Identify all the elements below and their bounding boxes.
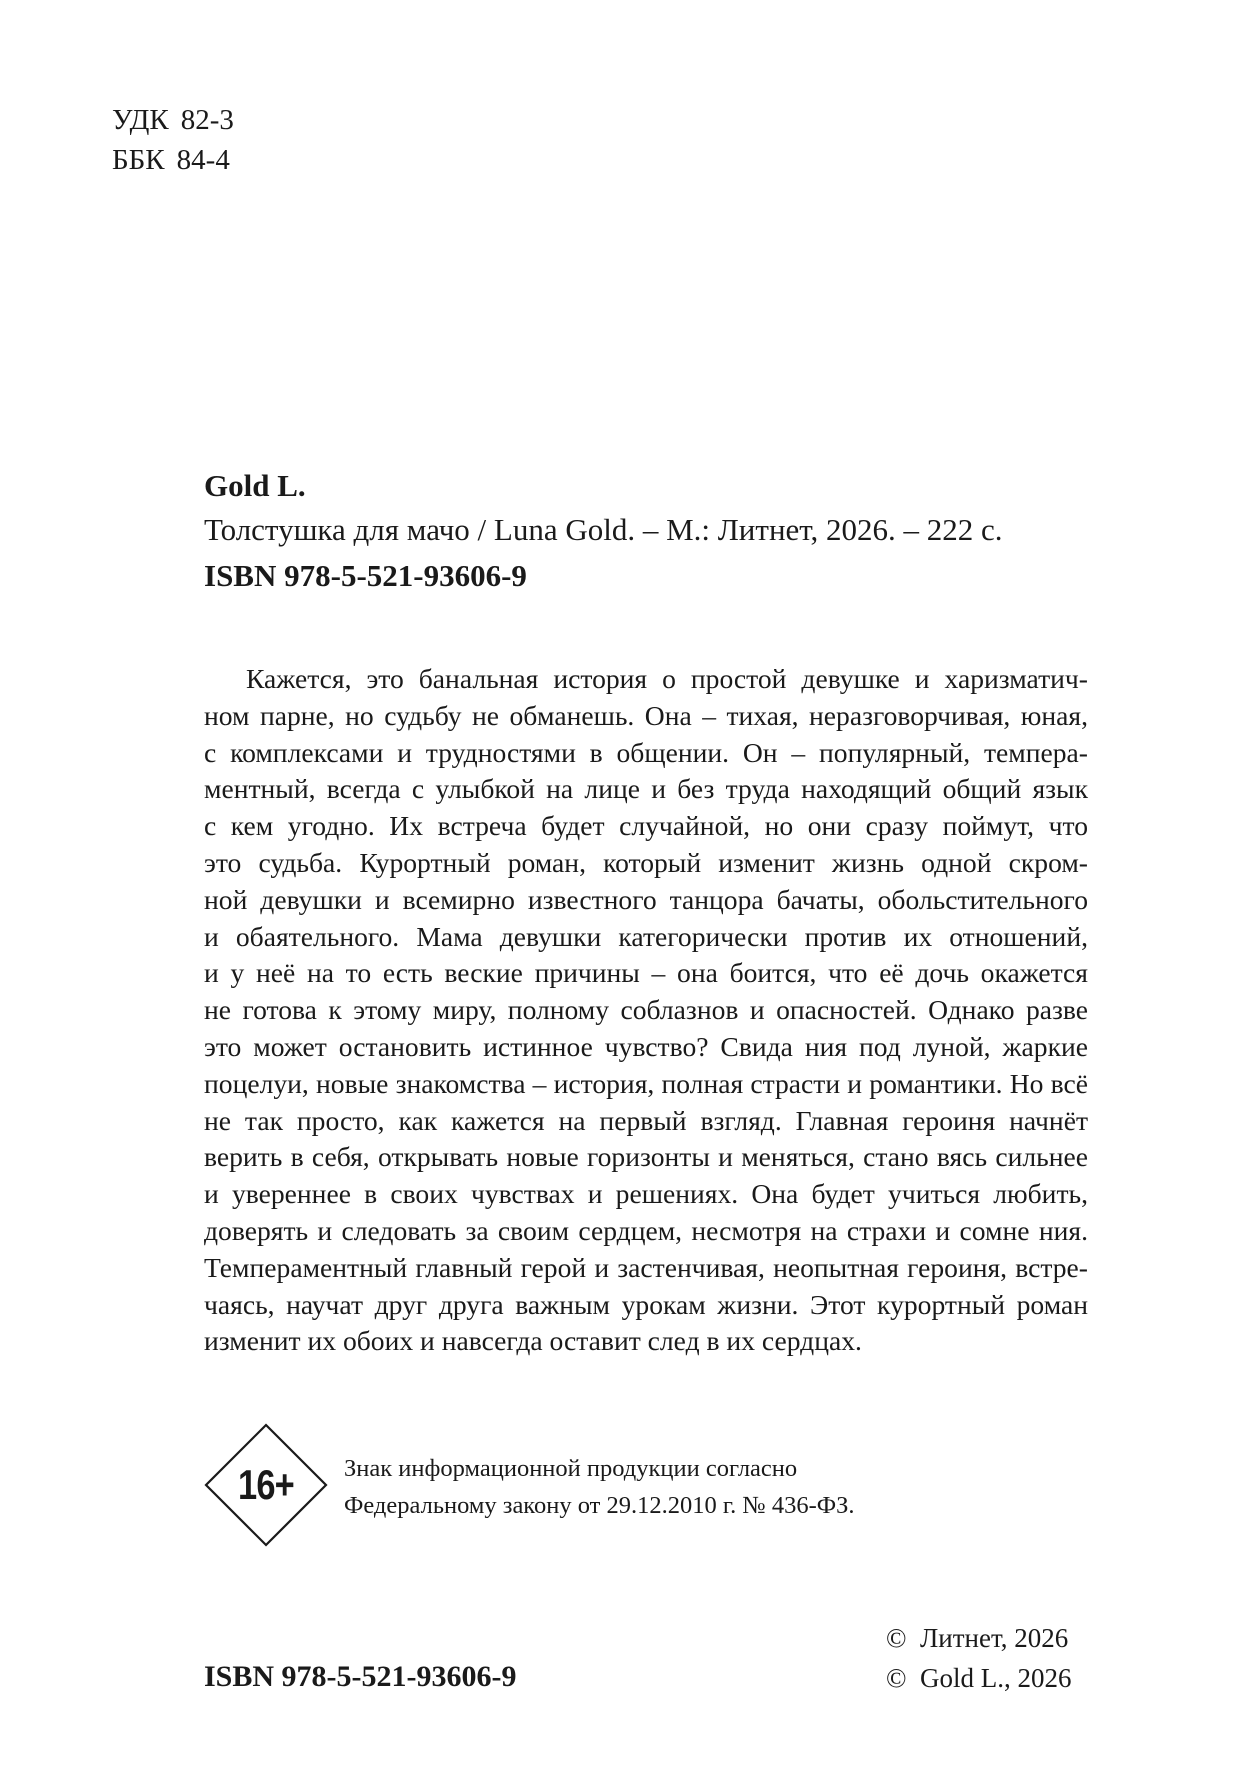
copyright-line bbox=[886, 1618, 1072, 1658]
annotation-line: Кажется, это банальная история о простой девушке и харизматич- bbox=[246, 663, 1088, 694]
copyright-symbol: © bbox=[886, 1623, 907, 1653]
annotation-line: Темпераментный главный герой и застенчивая, неопытная героиня, встре- bbox=[204, 1251, 1088, 1283]
annotation-line: чаясь, научат друг друга важным урокам жизни. Этот курортный роман bbox=[204, 1288, 1088, 1320]
udk-label: УДК bbox=[112, 104, 169, 136]
annotation-line: верить в себя, открывать новые горизонты и меняться, стано вясь сильнее bbox=[204, 1141, 1088, 1173]
age-rating-block bbox=[204, 1423, 1084, 1553]
isbn-record: ISBN 978-5-521-93606-9 bbox=[204, 558, 527, 593]
annotation-line: и увереннее в своих чувствах и решениях. Она будет учиться любить, bbox=[204, 1178, 1088, 1210]
bbk-label: ББК bbox=[112, 144, 165, 176]
copyright-line bbox=[886, 1658, 1072, 1698]
isbn-footer: ISBN 978-5-521-93606-9 bbox=[204, 1660, 517, 1693]
annotation-line: ментный, всегда с улыбкой на лице и без труда находящий общий язык bbox=[204, 773, 1088, 805]
annotation-line: и обаятельного. Мама девушки категорически против их отношений, bbox=[204, 920, 1088, 952]
age-rating-notice bbox=[344, 1450, 855, 1524]
copyright-symbol: © bbox=[886, 1663, 907, 1693]
annotation-line: поцелуи, новые знакомства – история, полная страсти и романтики. Но всё bbox=[204, 1067, 1088, 1099]
annotation-line: с кем угодно. Их встреча будет случайной, но они сразу поймут, что bbox=[204, 810, 1088, 842]
annotation-line: не так просто, как кажется на первый взгляд. Главная героиня начнёт bbox=[204, 1104, 1088, 1136]
annotation-text bbox=[204, 661, 1088, 1360]
annotation-line: не готова к этому миру, полному соблазнов и опасностей. Однако разве bbox=[204, 994, 1088, 1026]
copyright-author: Gold L., 2026 bbox=[920, 1663, 1072, 1693]
bbk-row bbox=[112, 140, 234, 180]
annotation-line: и у неё на то есть веские причины – она боится, что её дочь окажется bbox=[204, 957, 1088, 989]
classification-block bbox=[112, 100, 234, 180]
age-rating-notice-line: Федеральному закону от 29.12.2010 г. № 436-ФЗ. bbox=[344, 1492, 855, 1519]
annotation-line: с комплексами и трудностями в общении. Он – популярный, темпера- bbox=[204, 736, 1088, 768]
bbk-code: 84-4 bbox=[176, 144, 230, 176]
copyright-publisher: Литнет, 2026 bbox=[920, 1623, 1069, 1653]
age-rating-label: 16+ bbox=[238, 1461, 294, 1508]
annotation-line: это может остановить истинное чувство? Свида ния под луной, жаркие bbox=[204, 1030, 1088, 1062]
copyright-block bbox=[886, 1618, 1072, 1698]
age-rating-notice-line: Знак информационной продукции согласно bbox=[344, 1455, 798, 1482]
bibliographic-description: Толстушка для мачо / Luna Gold. – М.: Литнет, 2026. – 222 с. bbox=[204, 512, 1003, 547]
udk-row bbox=[112, 100, 234, 140]
annotation-line: ной девушки и всемирно известного танцора бачаты, обольстительного bbox=[204, 883, 1088, 915]
udk-code: 82-3 bbox=[180, 104, 234, 136]
bibliographic-record bbox=[204, 466, 1094, 596]
annotation-line: изменит их обоих и навсегда оставит след в их сердцах. bbox=[204, 1325, 862, 1357]
author-heading: Gold L. bbox=[204, 468, 306, 503]
annotation-line: ном парне, но судьбу не обманешь. Она – тихая, неразговорчивая, юная, bbox=[204, 699, 1088, 731]
annotation-line: доверять и следовать за своим сердцем, несмотря на страхи и сомне ния. bbox=[204, 1214, 1088, 1246]
annotation-line: это судьба. Курортный роман, который изменит жизнь одной скром- bbox=[204, 846, 1088, 878]
